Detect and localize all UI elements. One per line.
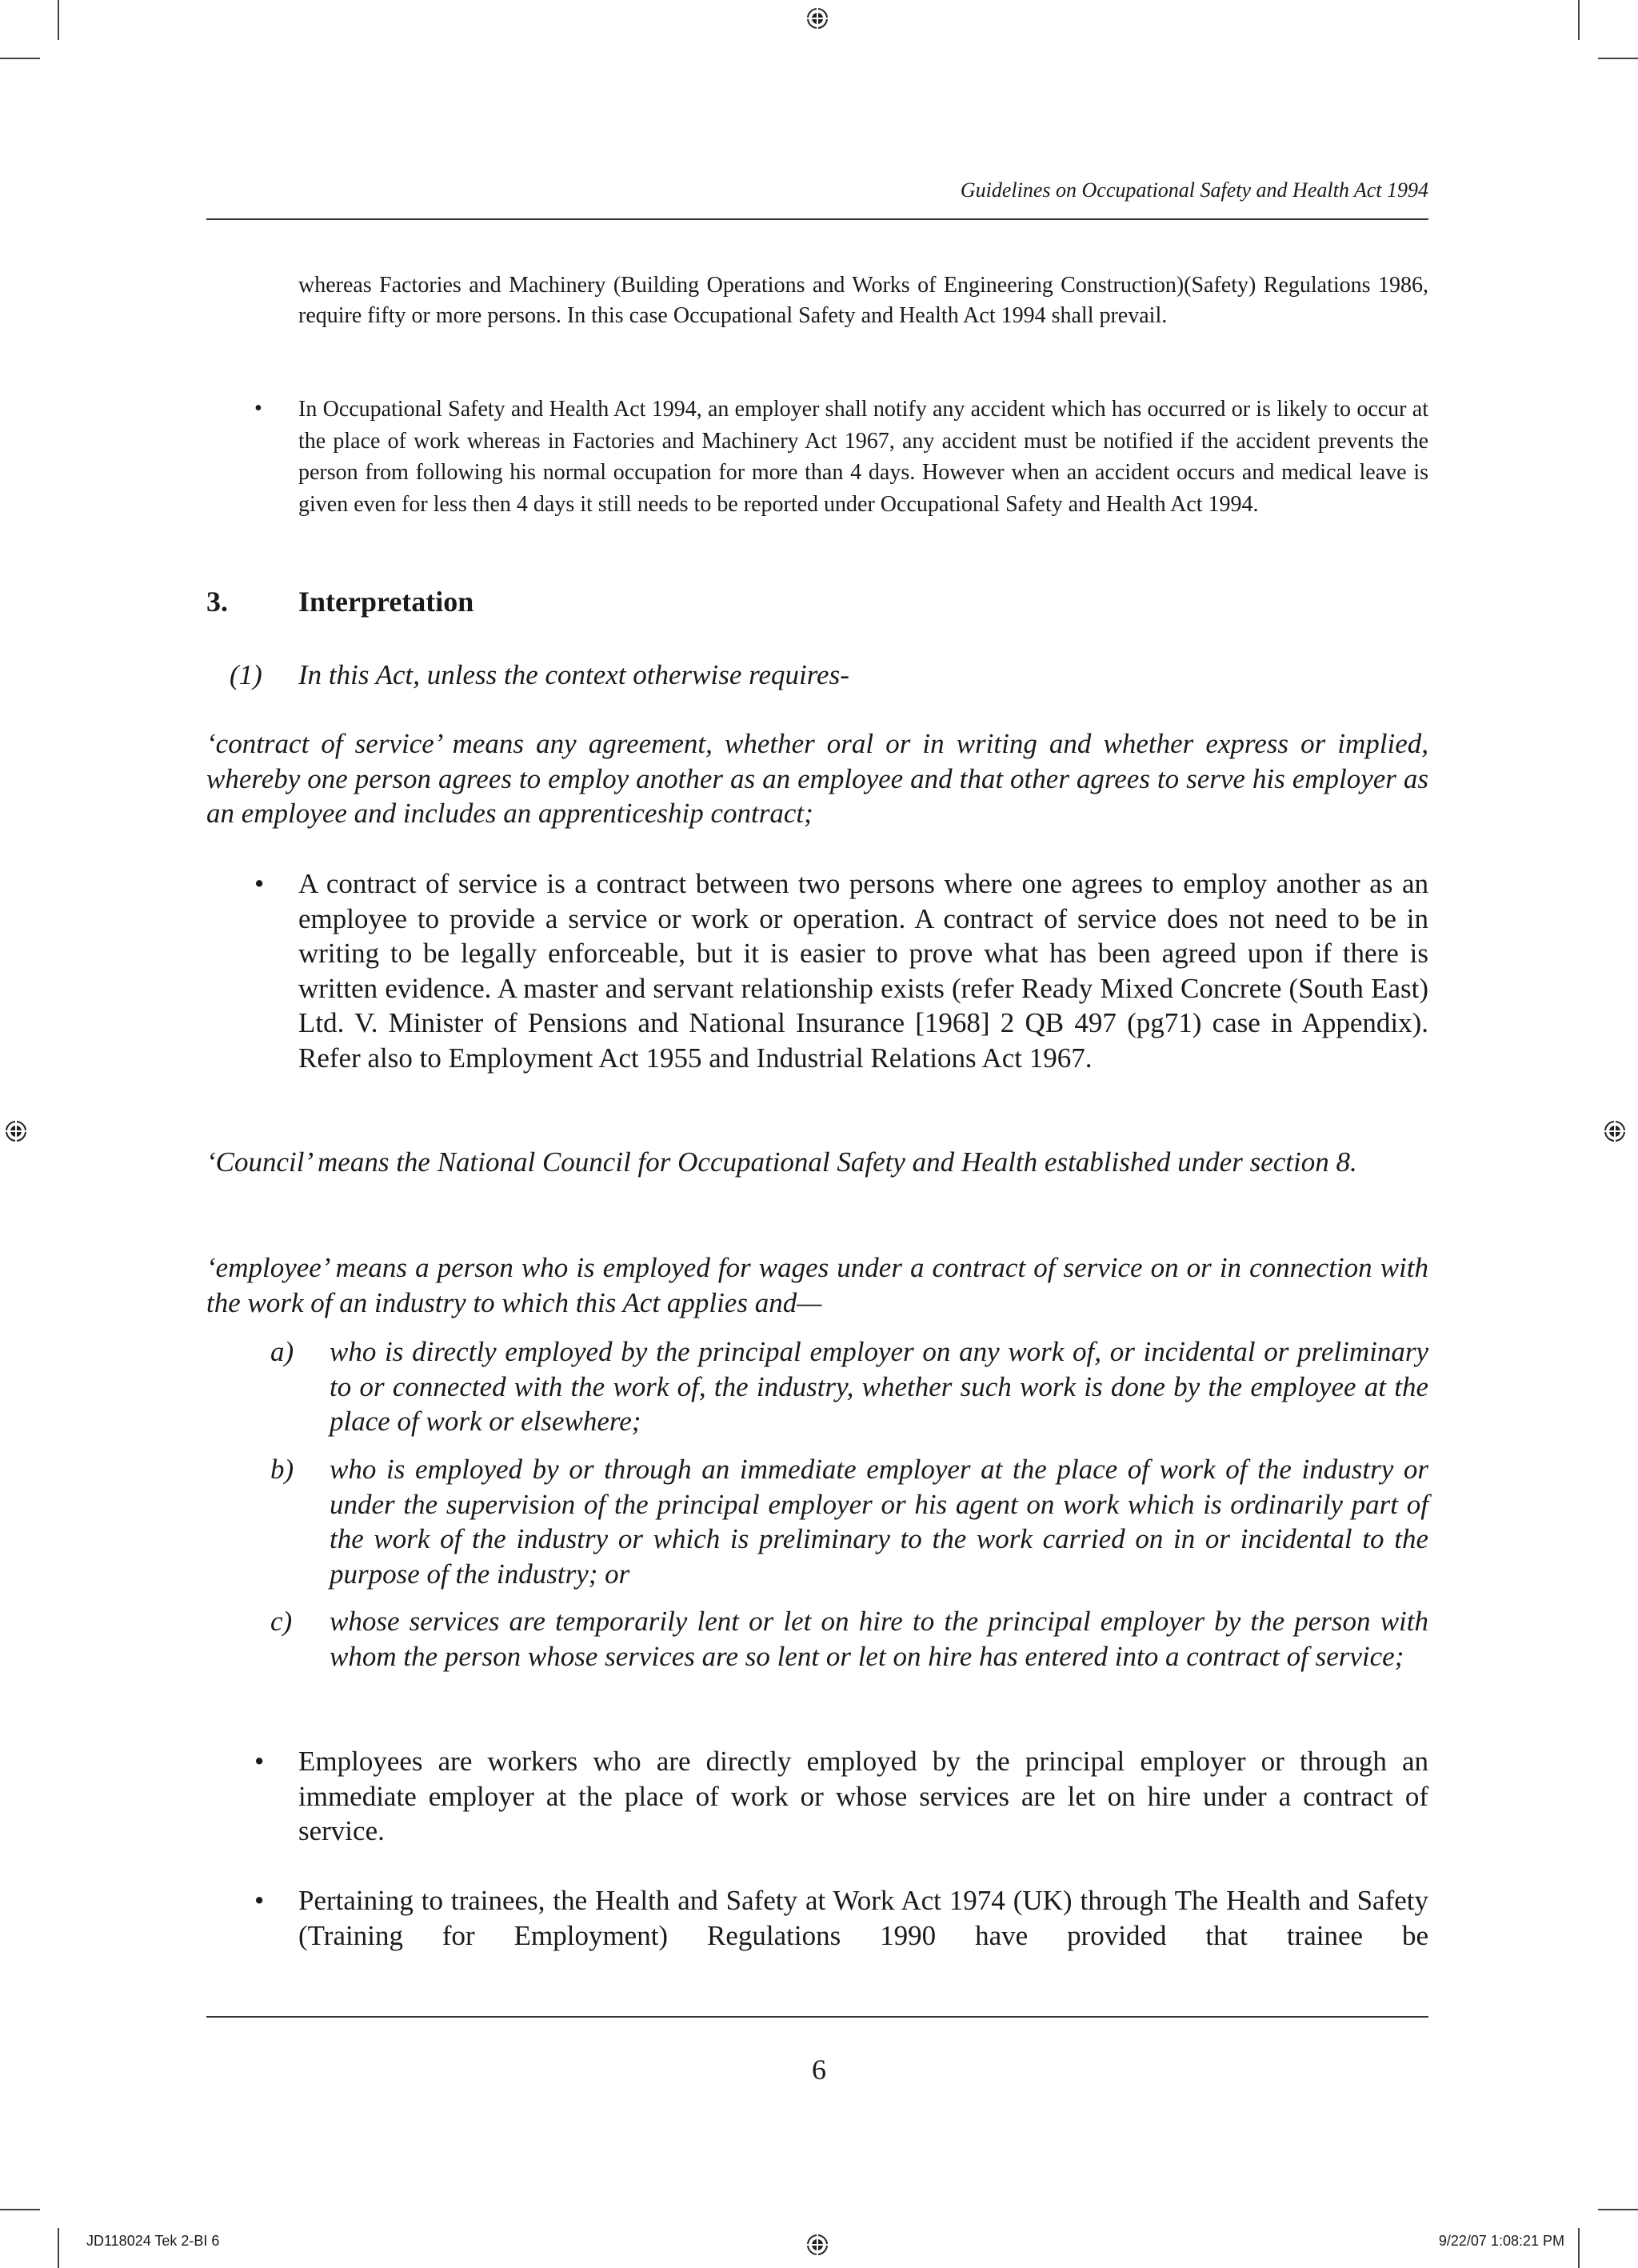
crop-mark (1598, 58, 1638, 59)
bullet-contract-text: A contract of service is a contract between two persons where one agrees to employ another as an employee to provide a service or work or operation. A contract of service does not need to be in writing to be legally enforceable, but it is easier to prove what has been agreed upon if there is written evidence. A master and servant relationship exists (refer Ready Mixed Concrete (South East) Ltd. V. Minister of Pensions and National Insurance [1968] 2 QB 497 (pg71) case in Appendix). Refer also to Employment Act 1955 and Industrial Relations Act 1967. (298, 868, 1428, 1074)
item-text: who is directly employed by the principal employer on any work of, or incidental or preliminary to or connected with the work of, the industry, whether such work is done by the employee at the place of work or elsewhere; (330, 1336, 1428, 1437)
footer-rule (206, 2016, 1428, 2018)
running-header: Guidelines on Occupational Safety and Health Act 1994 (960, 178, 1428, 202)
registration-target-icon (805, 6, 829, 30)
subsection-label: (1) (230, 659, 262, 690)
definition-employee: ‘employee’ means a person who is employed for wages under a contract of service on or in connection with the work of an industry to which this Act applies and— (206, 1252, 1428, 1318)
item-label: b) (270, 1454, 294, 1485)
registration-target-icon (805, 2233, 829, 2257)
crop-mark (58, 0, 59, 40)
bullet-employees-text: Employees are workers who are directly employed by the principal employer or through an immediate employer at the place of work or whose services are let on hire under a contract of service. (298, 1746, 1428, 1846)
item-label: c) (270, 1606, 293, 1637)
crop-mark (0, 2209, 40, 2210)
crop-mark (1578, 2228, 1580, 2268)
bullet-glyph: • (254, 1885, 265, 1916)
header-rule (206, 218, 1428, 220)
bullet-trainees-text: Pertaining to trainees, the Health and Safety at Work Act 1974 (UK) through The Health and Safety (Training for Employment) Regulations 1990 have provided that trainee be (298, 1885, 1428, 1951)
section-title: Interpretation (298, 586, 474, 618)
bullet-glyph: • (254, 396, 262, 421)
definition-council: ‘Council’ means the National Council for Occupational Safety and Health established under section 8. (206, 1146, 1357, 1178)
crop-mark (1578, 0, 1580, 40)
section-number: 3. (206, 586, 228, 618)
item-text: whose services are temporarily lent or let on hire to the principal employer by the person with whom the person whose services are so lent or let on hire has entered into a contract of service; (330, 1606, 1428, 1672)
item-text: who is employed by or through an immediate employer at the place of work of the industry or under the supervision of the principal employer or his agent on work which is ordinarily part of the work of the industry or which is preliminary to the work carried on in or incidental to the purpose of the industry; or (330, 1454, 1428, 1590)
crop-mark (1598, 2209, 1638, 2210)
bullet-accident-text: In Occupational Safety and Health Act 1994, an employer shall notify any accident which has occurred or is likely to occur at the place of work whereas in Factories and Machinery Act 1967, any accident must be notified if the accident prevents the person from following his normal occupation for more than 4 days. However when an accident occurs and medical leave is given even for less then 4 days it still needs to be reported under Occupational Safety and Health Act 1994. (298, 397, 1428, 517)
crop-mark (58, 2228, 59, 2268)
registration-target-icon (1603, 1119, 1627, 1143)
page-number: 6 (812, 2054, 826, 2086)
registration-target-icon (4, 1119, 28, 1143)
definition-contract-of-service: ‘contract of service’ means any agreement, whether oral or in writing and whether express or implied, whereby one person agrees to employ another as an employee and that other agrees to serve his employer as an employee and includes an apprenticeship contract; (206, 728, 1428, 829)
item-label: a) (270, 1336, 294, 1367)
print-slug-right: 9/22/07 1:08:21 PM (1438, 2233, 1564, 2249)
bullet-glyph: • (254, 868, 265, 899)
print-slug-left: JD118024 Tek 2-BI 6 (86, 2233, 220, 2249)
continuation-paragraph: whereas Factories and Machinery (Building Operations and Works of Engineering Construction)(Safety) Regulations 1986, require fifty or more persons. In this case Occupational Safety and Health Act 1994 shall prevail. (298, 273, 1428, 328)
bullet-glyph: • (254, 1746, 265, 1777)
subsection-text: In this Act, unless the context otherwise requires- (298, 659, 849, 690)
crop-mark (0, 58, 40, 59)
